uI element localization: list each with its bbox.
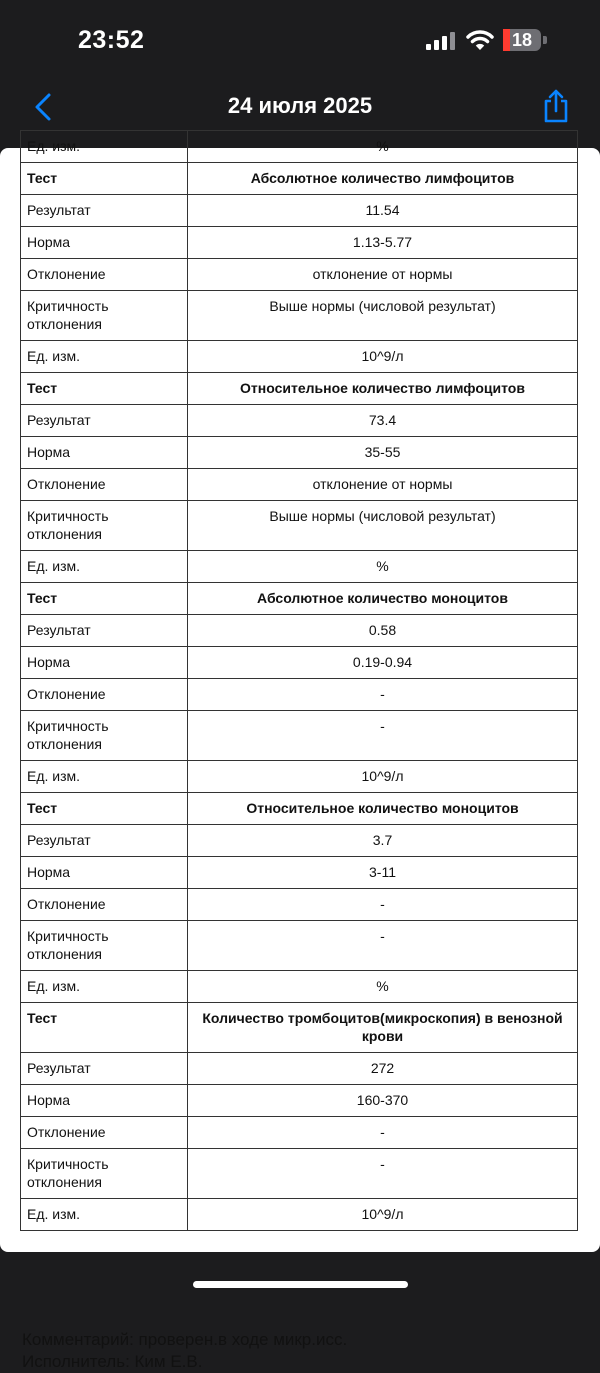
test-header-row xyxy=(21,163,578,195)
row-value: 10^9/л xyxy=(188,761,578,793)
test-label: Тест xyxy=(21,163,188,195)
test-header-row xyxy=(21,583,578,615)
table-row xyxy=(21,1085,578,1117)
executor-text: Исполнитель: Ким Е.В. xyxy=(22,1352,203,1371)
comment-text: Комментарий: проверен.в ходе микр.исс. xyxy=(22,1330,348,1349)
row-label: Критичность отклонения xyxy=(21,921,188,971)
test-label: Тест xyxy=(21,373,188,405)
row-label: Результат xyxy=(21,825,188,857)
row-value: - xyxy=(188,711,578,761)
table-row xyxy=(21,501,578,551)
row-value: - xyxy=(188,889,578,921)
row-value: 10^9/л xyxy=(188,341,578,373)
page-title: 24 июля 2025 xyxy=(227,93,373,118)
battery-level: 18 xyxy=(511,30,533,50)
row-label: Ед. изм. xyxy=(21,131,188,163)
test-name: Относительное количество моноцитов xyxy=(188,793,578,825)
table-row xyxy=(21,761,578,793)
share-button[interactable] xyxy=(540,88,572,124)
row-value: отклонение от нормы xyxy=(188,259,578,291)
row-value: - xyxy=(188,1149,578,1199)
test-header-row xyxy=(21,793,578,825)
table-row xyxy=(21,1199,578,1231)
battery-cap xyxy=(543,36,547,44)
table-row xyxy=(21,921,578,971)
row-value: Выше нормы (числовой результат) xyxy=(188,291,578,341)
table-row xyxy=(21,259,578,291)
row-value: 10^9/л xyxy=(188,1199,578,1231)
cellular-signal-icon xyxy=(426,32,456,50)
row-value: 3-11 xyxy=(188,857,578,889)
row-value: % xyxy=(188,131,578,163)
table-row xyxy=(21,437,578,469)
row-value: 73.4 xyxy=(188,405,578,437)
table-row xyxy=(21,469,578,501)
row-label: Критичность отклонения xyxy=(21,711,188,761)
row-value: 0.58 xyxy=(188,615,578,647)
row-label: Результат xyxy=(21,615,188,647)
row-label: Результат xyxy=(21,405,188,437)
table-row xyxy=(21,825,578,857)
row-label: Отклонение xyxy=(21,1117,188,1149)
wifi-icon xyxy=(466,29,494,51)
row-value: % xyxy=(188,551,578,583)
row-value: 35-55 xyxy=(188,437,578,469)
table-row xyxy=(21,1053,578,1085)
row-value: 272 xyxy=(188,1053,578,1085)
row-value: % xyxy=(188,971,578,1003)
table-row xyxy=(21,971,578,1003)
row-label: Ед. изм. xyxy=(21,341,188,373)
row-label: Результат xyxy=(21,1053,188,1085)
home-indicator[interactable] xyxy=(193,1281,408,1288)
test-name: Абсолютное количество моноцитов xyxy=(188,583,578,615)
row-label: Отклонение xyxy=(21,469,188,501)
table-row xyxy=(21,857,578,889)
row-label: Критичность отклонения xyxy=(21,291,188,341)
table-row xyxy=(21,1149,578,1199)
table-row xyxy=(21,291,578,341)
row-value: - xyxy=(188,921,578,971)
table-row xyxy=(21,195,578,227)
row-label: Норма xyxy=(21,437,188,469)
row-label: Результат xyxy=(21,195,188,227)
row-value: 1.13-5.77 xyxy=(188,227,578,259)
row-label: Норма xyxy=(21,227,188,259)
table-row xyxy=(21,227,578,259)
status-time: 23:52 xyxy=(78,26,145,54)
row-label: Норма xyxy=(21,857,188,889)
test-header-row xyxy=(21,373,578,405)
row-label: Норма xyxy=(21,1085,188,1117)
results-table xyxy=(20,130,578,1231)
row-label: Норма xyxy=(21,647,188,679)
table-row xyxy=(21,551,578,583)
battery-icon xyxy=(503,29,541,51)
row-label: Критичность отклонения xyxy=(21,501,188,551)
row-label: Критичность отклонения xyxy=(21,1149,188,1199)
table-row xyxy=(21,889,578,921)
row-label: Ед. изм. xyxy=(21,551,188,583)
row-label: Ед. изм. xyxy=(21,971,188,1003)
row-value: 11.54 xyxy=(188,195,578,227)
row-label: Отклонение xyxy=(21,259,188,291)
table-row xyxy=(21,615,578,647)
row-label: Ед. изм. xyxy=(21,761,188,793)
status-bar xyxy=(0,0,600,80)
row-label: Ед. изм. xyxy=(21,1199,188,1231)
row-value: 160-370 xyxy=(188,1085,578,1117)
test-label: Тест xyxy=(21,793,188,825)
table-row xyxy=(21,341,578,373)
test-label: Тест xyxy=(21,1003,188,1053)
table-row xyxy=(21,679,578,711)
row-value: - xyxy=(188,1117,578,1149)
test-name: Количество тромбоцитов(микроскопия) в венозной крови xyxy=(188,1003,578,1053)
row-value: 0.19-0.94 xyxy=(188,647,578,679)
report-footer xyxy=(22,1329,347,1373)
row-label: Отклонение xyxy=(21,679,188,711)
row-value: отклонение от нормы xyxy=(188,469,578,501)
row-value: 3.7 xyxy=(188,825,578,857)
document-sheet xyxy=(0,138,600,1371)
row-value: - xyxy=(188,679,578,711)
row-label: Отклонение xyxy=(21,889,188,921)
row-value: Выше нормы (числовой результат) xyxy=(188,501,578,551)
test-label: Тест xyxy=(21,583,188,615)
test-header-row xyxy=(21,1003,578,1053)
test-name: Относительное количество лимфоцитов xyxy=(188,373,578,405)
table-row xyxy=(21,711,578,761)
table-row xyxy=(21,647,578,679)
table-row xyxy=(21,405,578,437)
table-row xyxy=(21,1117,578,1149)
test-name: Абсолютное количество лимфоцитов xyxy=(188,163,578,195)
battery-indicator xyxy=(503,29,547,51)
table-row xyxy=(21,131,578,163)
